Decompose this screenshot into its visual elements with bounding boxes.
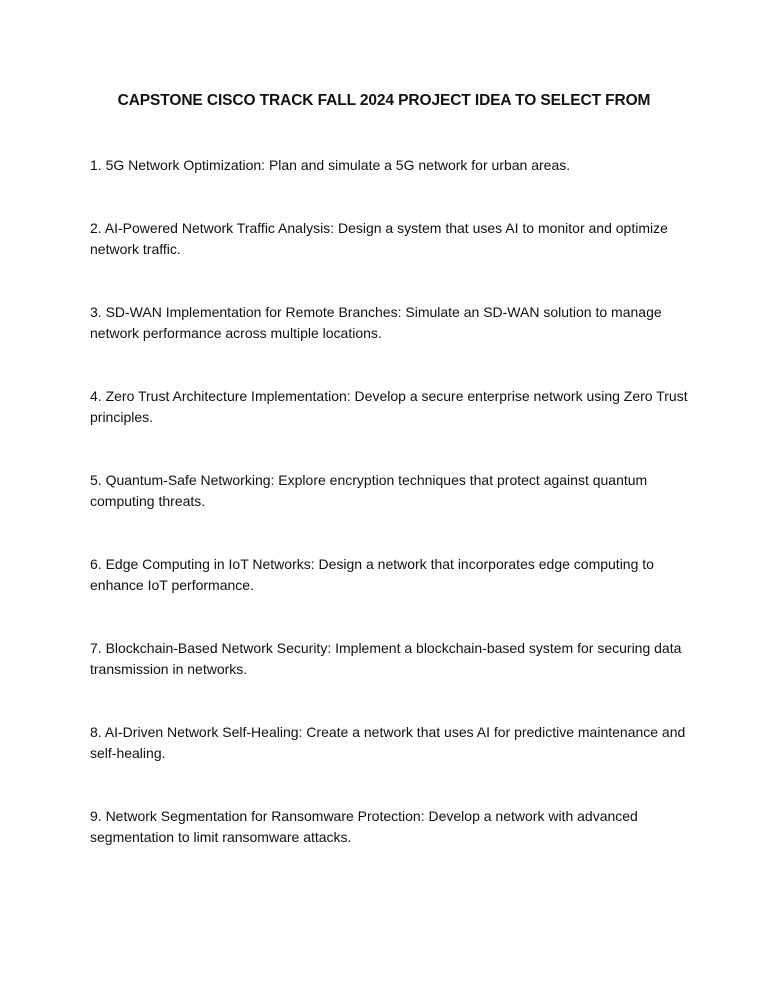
project-idea-item: 9. Network Segmentation for Ransomware Protection: Develop a network with advanced segmentation to limit ransomware attacks.: [90, 808, 638, 845]
project-idea-item: 1. 5G Network Optimization: Plan and simulate a 5G network for urban areas.: [90, 157, 571, 173]
project-idea-item: 5. Quantum-Safe Networking: Explore encryption techniques that protect against quantum computing threats.: [90, 472, 648, 509]
project-idea-item: 6. Edge Computing in IoT Networks: Design a network that incorporates edge computing to enhance IoT performance.: [90, 556, 654, 593]
project-idea-item: 2. AI-Powered Network Traffic Analysis: Design a system that uses AI to monitor and optimize network traffic.: [90, 220, 668, 257]
project-idea-list: [90, 155, 690, 890]
page-title: CAPSTONE CISCO TRACK FALL 2024 PROJECT IDEA TO SELECT FROM: [117, 92, 651, 109]
project-idea-item: 4. Zero Trust Architecture Implementation: Develop a secure enterprise network using Zero Trust principles.: [90, 388, 688, 425]
project-idea-item: 8. AI-Driven Network Self-Healing: Create a network that uses AI for predictive maintenance and self-healing.: [90, 724, 686, 761]
project-idea-item: 3. SD-WAN Implementation for Remote Branches: Simulate an SD-WAN solution to manage network performance across multiple locations.: [90, 304, 662, 341]
project-idea-item: 7. Blockchain-Based Network Security: Implement a blockchain-based system for securing data transmission in networks.: [90, 640, 682, 677]
